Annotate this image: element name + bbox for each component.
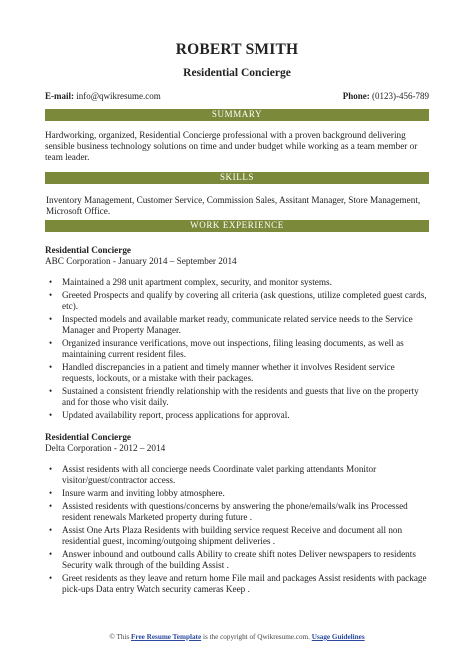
job-bullet: • Greet residents as they leave and return home File mail and packages Assist residents with package pick-ups Data entry Watch security cameras Keep .	[62, 573, 429, 595]
copyright-middle: is the copyright of Qwikresume.com.	[202, 633, 310, 641]
skills-text: Inventory Management, Customer Service, Commission Sales, Assitant Manager, Store Management, Microsoft Office.	[46, 195, 421, 216]
email-block	[45, 91, 161, 102]
job-bullet: • Inspected models and available market ready, communicate related service needs to the Service Manager and Property Manager.	[62, 314, 429, 336]
job-bullet: • Answer inbound and outbound calls Ability to create shift notes Deliver newspapers to residents Security walk through of the building Assist .	[62, 549, 429, 571]
job-bullet: • Insure warm and inviting lobby atmosphere.	[62, 488, 429, 499]
job-bullet-list	[45, 464, 429, 595]
candidate-name: ROBERT SMITH	[175, 41, 299, 58]
phone-value: (0123)-456-789	[372, 91, 429, 101]
usage-guidelines-link[interactable]: Usage Guidelines	[311, 633, 365, 641]
job-company-dates: ABC Corporation - January 2014 – September 2014	[45, 256, 237, 266]
job-bullet: • Organized insurance verifications, move out inspections, filing leasing documents, as well as maintaining current resident files.	[62, 338, 429, 360]
job-bullet: • Greeted Prospects and qualify by covering all criteria (ask questions, utilize completed guest cards, etc).	[62, 290, 429, 312]
copyright-prefix: © This	[109, 633, 130, 641]
phone-block	[343, 91, 429, 102]
job-bullet-list	[45, 277, 429, 421]
work-experience-heading: WORK EXPERIENCE	[45, 220, 429, 232]
job-bullet: • Sustained a consistent friendly relationship with the residents and guests that live on the property and for those who visit daily.	[62, 386, 429, 408]
free-resume-template-link[interactable]: Free Resume Template	[131, 633, 202, 641]
skills-heading: SKILLS	[45, 172, 429, 184]
copyright-footer	[0, 633, 474, 642]
candidate-title: Residential Concierge	[183, 67, 291, 79]
job-bullet: • Updated availability report, process applications for approval.	[62, 410, 429, 421]
job-bullet: • Maintained a 298 unit apartment complex, security, and monitor systems.	[62, 277, 429, 288]
email-label: E-mail:	[45, 91, 74, 101]
job-title: Residential Concierge	[45, 432, 131, 442]
job-entry	[45, 432, 429, 595]
job-title: Residential Concierge	[45, 245, 131, 255]
job-company-dates: Delta Corporation - 2012 – 2014	[45, 443, 166, 453]
job-bullet: • Assisted residents with questions/concerns by answering the phone/emails/walk ins Processed resident renewals Marketed property during future .	[62, 501, 429, 523]
job-entry	[45, 245, 429, 421]
contact-row	[45, 91, 429, 102]
phone-label: Phone:	[342, 91, 370, 101]
email-value[interactable]: info@qwikresume.com	[76, 91, 161, 101]
summary-heading: SUMMARY	[45, 109, 429, 121]
summary-text: Hardworking, organized, Residential Concierge professional with a proven background delivering sensible business technology solutions on time and under budget while working as a team member or team leader.	[45, 130, 418, 162]
job-bullet: • Assist residents with all concierge needs Coordinate valet parking attendants Monitor visitor/guest/contractor access.	[62, 464, 429, 486]
job-bullet: • Assist One Arts Plaza Residents with building service request Receive and document all non residential guest, incoming/outgoing shipment deliveries .	[62, 525, 429, 547]
job-bullet: • Handled discrepancies in a patient and timely manner whether it involves Resident service requests, lockouts, or a mistake with their packages.	[62, 362, 429, 384]
